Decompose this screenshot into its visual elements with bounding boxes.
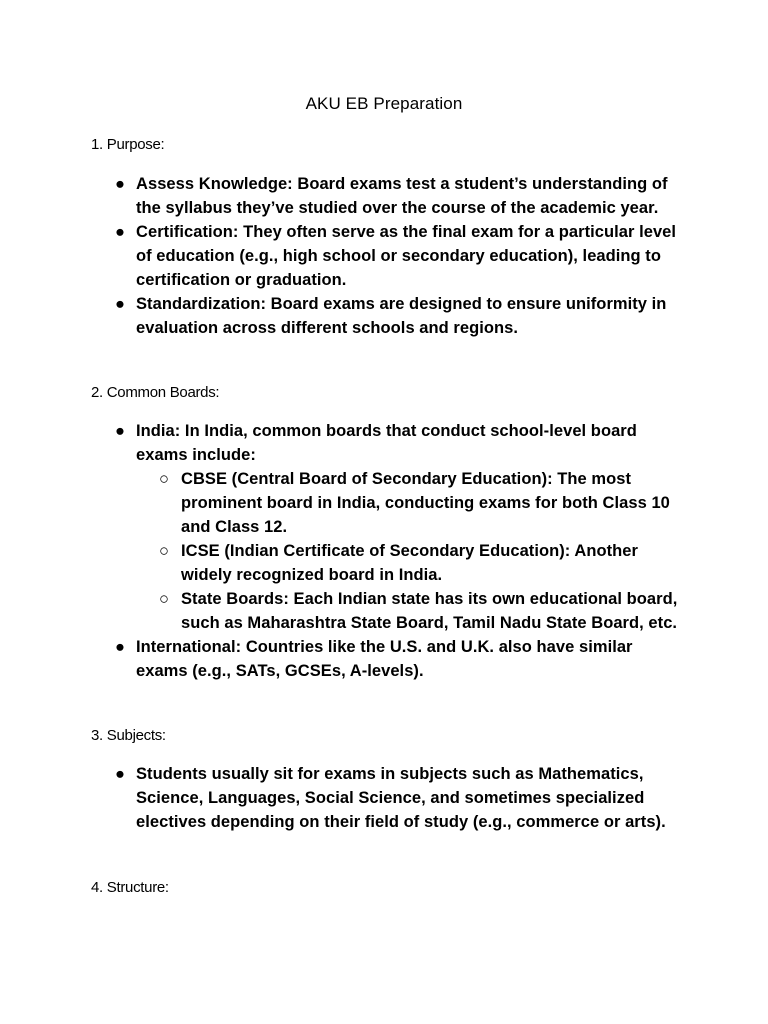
sub-bullet-icon: ○ (158, 590, 170, 608)
list-item (0, 220, 681, 292)
section-heading-common-boards: 2. Common Boards: (91, 384, 220, 401)
section-heading-purpose: 1. Purpose: (91, 136, 165, 153)
sub-list-item (0, 539, 681, 587)
sub-list-item (0, 467, 681, 539)
bullet-icon: ● (114, 295, 126, 313)
section-heading-subjects: 3. Subjects: (91, 727, 166, 744)
list-item-text: Certification: They often serve as the final exam for a particular level of education (e.g., high school or secondary education), leading to certification or graduation. (136, 223, 677, 289)
sub-bullet-icon: ○ (158, 542, 170, 560)
document-title: AKU EB Preparation (305, 94, 463, 113)
bullet-icon: ● (114, 422, 126, 440)
sub-list-item-text: State Boards: Each Indian state has its own educational board, such as Maharashtra State Board, Tamil Nadu State Board, etc. (181, 590, 678, 632)
list-item-text: International: Countries like the U.S. and U.K. also have similar exams (e.g., SATs, GCSEs, A-levels). (136, 638, 633, 680)
bullet-icon: ● (114, 638, 126, 656)
list-item (0, 635, 681, 683)
list-item-text: Standardization: Board exams are designed to ensure uniformity in evaluation across different schools and regions. (136, 295, 667, 337)
sub-list-item-text: CBSE (Central Board of Secondary Education): The most prominent board in India, conducting exams for both Class 10 and Class 12. (181, 470, 670, 536)
bullet-icon: ● (114, 765, 126, 783)
sub-list-item (0, 587, 681, 635)
subjects-list (0, 762, 681, 834)
list-item (0, 419, 681, 467)
list-item (0, 172, 681, 220)
list-item (0, 292, 681, 340)
purpose-list (0, 172, 681, 340)
sub-bullet-icon: ○ (158, 470, 170, 488)
list-item-text: Assess Knowledge: Board exams test a student’s understanding of the syllabus they’ve studied over the course of the academic year. (136, 175, 668, 217)
bullet-icon: ● (114, 223, 126, 241)
section-heading-structure: 4. Structure: (91, 879, 169, 896)
list-item (0, 762, 681, 834)
list-item-text: Students usually sit for exams in subjects such as Mathematics, Science, Languages, Social Science, and sometimes specialized electives depending on their field of study (e.g., commerce or arts). (136, 765, 666, 831)
common-boards-list (0, 419, 681, 683)
list-item-text: India: In India, common boards that conduct school-level board exams include: (136, 422, 637, 464)
sub-list-item-text: ICSE (Indian Certificate of Secondary Education): Another widely recognized board in India. (181, 542, 638, 584)
bullet-icon: ● (114, 175, 126, 193)
